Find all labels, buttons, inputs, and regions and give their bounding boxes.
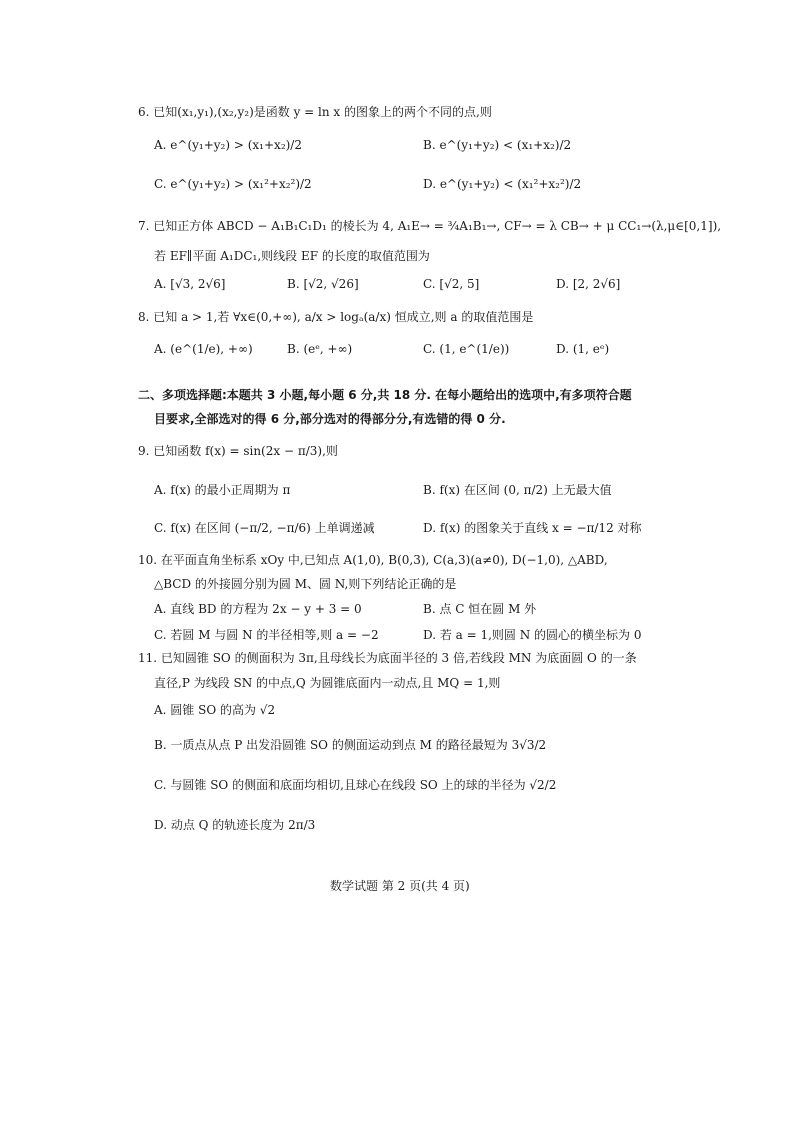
q6-option-b: B. e^(y₁+y₂) < (x₁+x₂)/2	[423, 138, 572, 152]
q8-option-d: D. (1, eᵉ)	[556, 342, 610, 356]
q10-option-d: D. 若 a = 1,则圆 N 的圆心的横坐标为 0	[423, 628, 642, 642]
q9-option-a: A. f(x) 的最小正周期为 π	[154, 483, 291, 497]
q7-option-b: B. [√2, √26]	[287, 277, 359, 291]
q11-option-a: A. 圆锥 SO 的高为 √2	[154, 703, 276, 717]
q9-option-b: B. f(x) 在区间 (0, π/2) 上无最大值	[423, 483, 612, 497]
q7-option-d: D. [2, 2√6]	[556, 277, 621, 291]
section-2-heading-line2: 目要求,全部选对的得 6 分,部分选对的得部分分,有选错的得 0 分.	[154, 412, 506, 426]
q7-option-a: A. [√3, 2√6]	[154, 277, 226, 291]
q11-option-b: B. 一质点从点 P 出发沿圆锥 SO 的侧面运动到点 M 的路径最短为 3√3/2	[154, 738, 547, 752]
q10-option-c: C. 若圆 M 与圆 N 的半径相等,则 a = −2	[154, 628, 379, 642]
q10-option-b: B. 点 C 恒在圆 M 外	[423, 602, 537, 616]
q10-option-a: A. 直线 BD 的方程为 2x − y + 3 = 0	[154, 602, 362, 616]
q8-option-b: B. (eᵉ, +∞)	[287, 342, 353, 356]
q9-option-c: C. f(x) 在区间 (−π/2, −π/6) 上单调递减	[154, 521, 375, 535]
q6-option-a: A. e^(y₁+y₂) > (x₁+x₂)/2	[154, 138, 302, 152]
q8-stem: 8. 已知 a > 1,若 ∀x∈(0,+∞), a/x > logₐ(a/x) 恒成立,则 a 的取值范围是	[138, 310, 534, 324]
q8-option-c: C. (1, e^(1/e))	[423, 342, 510, 356]
q10-stem-line1: 10. 在平面直角坐标系 xOy 中,已知点 A(1,0), B(0,3), C(a,3)(a≠0), D(−1,0), △ABD,	[138, 553, 608, 567]
q11-stem-line1: 11. 已知圆锥 SO 的侧面积为 3π,且母线长为底面半径的 3 倍,若线段 MN 为底面圆 O 的一条	[138, 651, 637, 665]
q7-option-c: C. [√2, 5]	[423, 277, 480, 291]
q11-option-d: D. 动点 Q 的轨迹长度为 2π/3	[154, 818, 316, 832]
section-2-heading-line1: 二、多项选择题:本题共 3 小题,每小题 6 分,共 18 分. 在每小题给出的选项中,有多项符合题	[138, 388, 632, 402]
q6-stem: 6. 已知(x₁,y₁),(x₂,y₂)是函数 y = ln x 的图象上的两个不同的点,则	[138, 105, 492, 119]
q11-option-c: C. 与圆锥 SO 的侧面和底面均相切,且球心在线段 SO 上的球的半径为 √2/2	[154, 778, 557, 792]
page-footer: 数学试题 第 2 页(共 4 页)	[330, 879, 470, 893]
q10-stem-line2: △BCD 的外接圆分别为圆 M、圆 N,则下列结论正确的是	[154, 577, 457, 591]
q7-stem-line1: 7. 已知正方体 ABCD − A₁B₁C₁D₁ 的棱长为 4, A₁E→ = ¾A₁B₁→, CF→ = λ CB→ + μ CC₁→(λ,μ∈[0,1]),	[138, 219, 722, 233]
q9-stem: 9. 已知函数 f(x) = sin(2x − π/3),则	[138, 444, 338, 458]
q7-stem-line2: 若 EF∥平面 A₁DC₁,则线段 EF 的长度的取值范围为	[154, 249, 430, 263]
q8-option-a: A. (e^(1/e), +∞)	[154, 342, 253, 356]
q6-option-c: C. e^(y₁+y₂) > (x₁²+x₂²)/2	[154, 177, 312, 191]
q6-option-d: D. e^(y₁+y₂) < (x₁²+x₂²)/2	[423, 177, 582, 191]
q9-option-d: D. f(x) 的图象关于直线 x = −π/12 对称	[423, 521, 642, 535]
q11-stem-line2: 直径,P 为线段 SN 的中点,Q 为圆锥底面内一动点,且 MQ = 1,则	[154, 676, 501, 690]
